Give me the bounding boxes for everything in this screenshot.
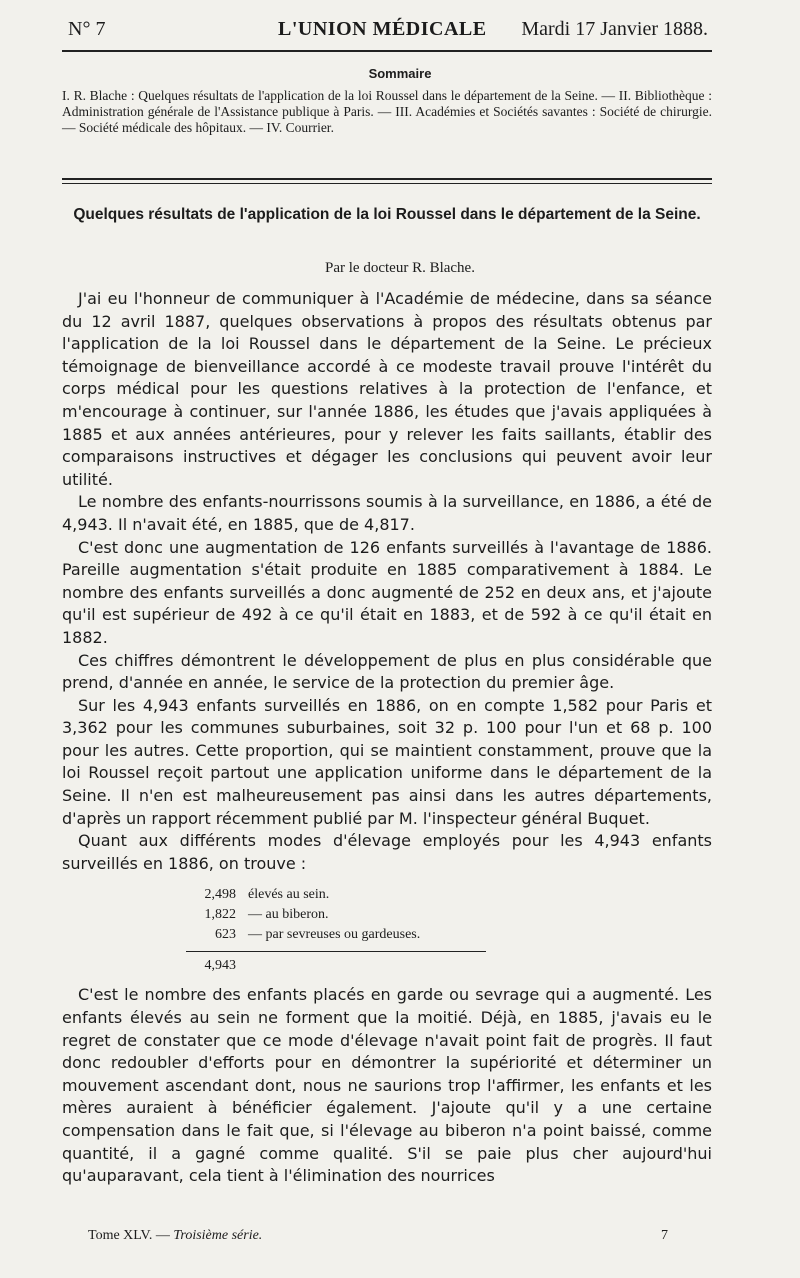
page-footer: [88, 1228, 668, 1250]
table-label: élevés au sein.: [248, 887, 330, 903]
issue-number: N° 7: [68, 18, 106, 40]
table-number: 623: [215, 927, 236, 943]
rearing-modes-table: [186, 885, 546, 976]
paragraph: Le nombre des enfants-nourrissons soumis à la surveillance, en 1886, a été de 4,943. Il n'avait été, en 1885, que de 4,817.: [62, 492, 712, 534]
table-total: 4,943: [204, 958, 236, 974]
table-number: 1,822: [204, 907, 236, 923]
paragraph: C'est donc une augmentation de 126 enfants surveillés à l'avantage de 1886. Pareille augmentation s'était produite en 1885 comparativement à 1884. Le nombre des enfants surveillés a donc augmenté de 252 en deux ans, et j'ajoute qu'il est supérieur de 492 à ce qu'il était en 1883, et de 592 à ce qu'il était en 1882.: [62, 537, 712, 647]
table-number: 2,498: [204, 887, 236, 903]
header-rule: [62, 50, 712, 52]
issue-date: Mardi 17 Janvier 1888.: [521, 18, 708, 40]
paragraph: Ces chiffres démontrent le développement de plus en plus considérable que prend, d'année en année, le service de la protection du premier âge.: [62, 650, 712, 693]
article-body: [62, 288, 712, 1188]
paragraph: J'ai eu l'honneur de communiquer à l'Académie de médecine, dans sa séance du 12 avril 1887, quelques observations à propos des résultats obtenus par l'application de la loi Roussel dans le département de la Seine. Le précieux témoignage de bienveillance accordé à ce modeste travail prouve l'intérêt du corps médical pour les questions relatives à la protection de l'enfance, et m'encourage à continuer, sur l'année 1886, les études que j'avais appliquées à 1885 et aux années antérieures, pour y relever les faits saillants, établir des comparaisons instructives et dégager les conclusions qui peuvent avoir leur utilité.: [62, 289, 712, 489]
table-row: [186, 905, 546, 925]
page-header: [68, 14, 708, 48]
paragraph: C'est le nombre des enfants placés en garde ou sevrage qui a augmenté. Les enfants élevés au sein ne forment que la moitié. Déjà, en 1885, j'avais eu le regret de constater que ce mode d'élevage n'avait point fait de progrès. Il faut donc redoubler d'efforts pour en démontrer la supériorité et déterminer un mouvement ascendant dont, nous ne saurions trop l'affirmer, les enfants et les mères auraient à bénéficier également. J'ajoute qu'il y a une certaine compensation dans le fait que, si l'élevage au biberon n'a point baissé, comme quantité, il a gagné comme qualité. S'il se paie plus cher aujourd'hui qu'auparavant, cela tient à l'élimination des nourrices: [62, 985, 712, 1186]
sommaire-item: I. R. Blache : Quelques résultats de l'application de la loi Roussel dans le département de la Seine. — II. Bibliothèque : Administration générale de l'Assistance publique à Paris. — III. Académies et Sociétés savantes : Société de chirurgie. — Société médicale des hôpitaux. — IV. Courrier.: [62, 88, 712, 135]
paragraph: Sur les 4,943 enfants surveillés en 1886, on en compte 1,582 pour Paris et 3,362 pour les communes suburbaines, soit 32 p. 100 pour l'un et 68 p. 100 pour les autres. Cette proportion, qui se maintient constamment, prouve que la loi Roussel reçoit partout une application uniforme dans le département de la Seine. Il n'en est malheureusement pas ainsi dans les autres départements, d'après un rapport récemment publié par M. l'inspecteur général Buquet.: [62, 695, 712, 828]
footer-tome: Tome XLV. —: [88, 1228, 170, 1243]
footer-volume: [88, 1228, 262, 1244]
footer-serie: Troisième série.: [173, 1228, 263, 1243]
section-rule: [62, 178, 712, 180]
section-rule-thin: [62, 183, 712, 184]
paragraph: Quant aux différents modes d'élevage employés pour les 4,943 enfants surveillés en 1886, on trouve :: [62, 831, 712, 873]
table-row: [186, 885, 546, 905]
journal-title: L'UNION MÉDICALE: [278, 18, 487, 40]
table-row: [186, 925, 546, 945]
article-title: Quelques résultats de l'application de la loi Roussel dans le département de la Seine.: [73, 206, 701, 223]
table-total-row: [186, 951, 486, 976]
table-label: — au biberon.: [248, 907, 329, 923]
page-number: 7: [661, 1228, 668, 1243]
sommaire-heading: Sommaire: [368, 66, 432, 81]
article-byline: Par le docteur R. Blache.: [325, 260, 475, 276]
sommaire-block: [62, 88, 712, 136]
table-label: — par sevreuses ou gardeuses.: [248, 927, 421, 943]
